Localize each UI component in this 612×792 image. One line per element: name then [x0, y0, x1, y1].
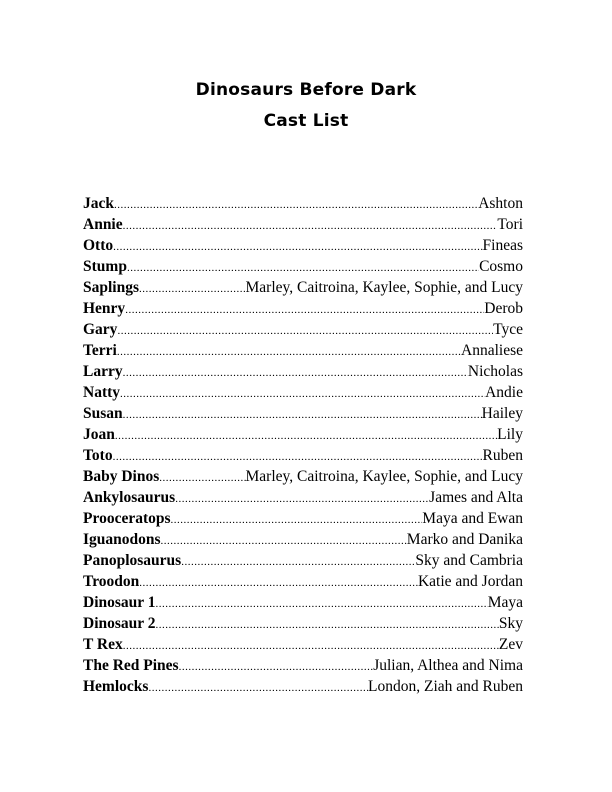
- dot-leader: [113, 237, 482, 256]
- actor-names: Katie and Jordan: [417, 573, 523, 590]
- dot-leader: [156, 615, 499, 634]
- role-name: Ankylosaurus: [83, 489, 176, 506]
- cast-row: [83, 529, 523, 550]
- cast-row: [83, 361, 523, 382]
- role-name: Susan: [83, 405, 123, 422]
- dot-leader: [123, 216, 498, 235]
- actor-names: Lily: [497, 426, 523, 443]
- dot-leader: [148, 678, 368, 697]
- dot-leader: [115, 426, 497, 445]
- role-name: Stump: [83, 258, 127, 275]
- cast-list: [83, 193, 523, 697]
- role-name: Iguanodons: [83, 531, 161, 548]
- cast-row: [83, 445, 523, 466]
- actor-names: Hailey: [481, 405, 523, 422]
- dot-leader: [117, 321, 493, 340]
- dot-leader: [156, 594, 488, 613]
- actor-names: Ruben: [482, 447, 523, 464]
- role-name: Prooceratops: [83, 510, 171, 527]
- cast-row: [83, 277, 523, 298]
- actor-names: Tori: [497, 216, 523, 233]
- role-name: Jack: [83, 195, 114, 212]
- role-name: Troodon: [83, 573, 140, 590]
- role-name: Annie: [83, 216, 123, 233]
- dot-leader: [181, 552, 415, 571]
- actor-names: Marko and Danika: [406, 531, 523, 548]
- cast-row: [83, 214, 523, 235]
- cast-row: [83, 256, 523, 277]
- cast-row: [83, 592, 523, 613]
- cast-row: [83, 550, 523, 571]
- actor-names: Marley, Caitroina, Kaylee, Sophie, and Lucy: [245, 468, 523, 485]
- cast-row: [83, 487, 523, 508]
- cast-row: [83, 613, 523, 634]
- actor-names: Marley, Caitroina, Kaylee, Sophie, and Lucy: [245, 279, 523, 296]
- actor-names: Sky and Cambria: [415, 552, 523, 569]
- actor-names: Fineas: [482, 237, 523, 254]
- dot-leader: [175, 489, 429, 508]
- dot-leader: [113, 447, 483, 466]
- role-name: Panoplosaurus: [83, 552, 182, 569]
- actor-names: Nicholas: [467, 363, 523, 380]
- role-name: The Red Pines: [83, 657, 179, 674]
- role-name: Terri: [83, 342, 117, 359]
- dot-leader: [114, 195, 478, 214]
- role-name: Toto: [83, 447, 113, 464]
- dot-leader: [127, 258, 479, 277]
- actor-names: Ashton: [478, 195, 523, 212]
- dot-leader: [123, 405, 482, 424]
- page-subtitle: Cast List: [263, 111, 349, 131]
- cast-row: [83, 403, 523, 424]
- cast-row: [83, 634, 523, 655]
- dot-leader: [123, 363, 468, 382]
- actor-names: Maya and Ewan: [422, 510, 523, 527]
- actor-names: Tyce: [493, 321, 523, 338]
- dot-leader: [179, 657, 374, 676]
- role-name: Natty: [83, 384, 121, 401]
- role-name: Baby Dinos: [83, 468, 160, 485]
- dot-leader: [117, 342, 461, 361]
- cast-row: [83, 466, 523, 487]
- role-name: Dinosaur 1: [83, 594, 156, 611]
- cast-row: [83, 508, 523, 529]
- cast-row: [83, 424, 523, 445]
- dot-leader: [159, 468, 245, 487]
- dot-leader: [123, 636, 499, 655]
- dot-leader: [139, 279, 246, 298]
- actor-names: Derob: [484, 300, 523, 317]
- role-name: Otto: [83, 237, 114, 254]
- dot-leader: [120, 384, 485, 403]
- actor-names: Zev: [498, 636, 523, 653]
- cast-row: [83, 340, 523, 361]
- role-name: Dinosaur 2: [83, 615, 156, 632]
- actor-names: James and Alta: [429, 489, 523, 506]
- dot-leader: [139, 573, 418, 592]
- cast-row: [83, 571, 523, 592]
- role-name: Joan: [83, 426, 115, 443]
- page-title: Dinosaurs Before Dark: [195, 80, 417, 100]
- cast-row: [83, 235, 523, 256]
- dot-leader: [125, 300, 484, 319]
- role-name: Gary: [83, 321, 118, 338]
- actor-names: London, Ziah and Ruben: [368, 678, 523, 695]
- dot-leader: [161, 531, 407, 550]
- cast-row: [83, 193, 523, 214]
- cast-row: [83, 319, 523, 340]
- dot-leader: [171, 510, 423, 529]
- cast-row: [83, 655, 523, 676]
- cast-row: [83, 676, 523, 697]
- actor-names: Annaliese: [461, 342, 523, 359]
- role-name: Hemlocks: [83, 678, 149, 695]
- role-name: Henry: [83, 300, 126, 317]
- role-name: Saplings: [83, 279, 140, 296]
- actor-names: Julian, Althea and Nima: [373, 657, 523, 674]
- role-name: T Rex: [83, 636, 123, 653]
- actor-names: Sky: [498, 615, 523, 632]
- actor-names: Andie: [485, 384, 523, 401]
- cast-row: [83, 382, 523, 403]
- actor-names: Maya: [487, 594, 523, 611]
- cast-row: [83, 298, 523, 319]
- role-name: Larry: [83, 363, 123, 380]
- actor-names: Cosmo: [479, 258, 523, 275]
